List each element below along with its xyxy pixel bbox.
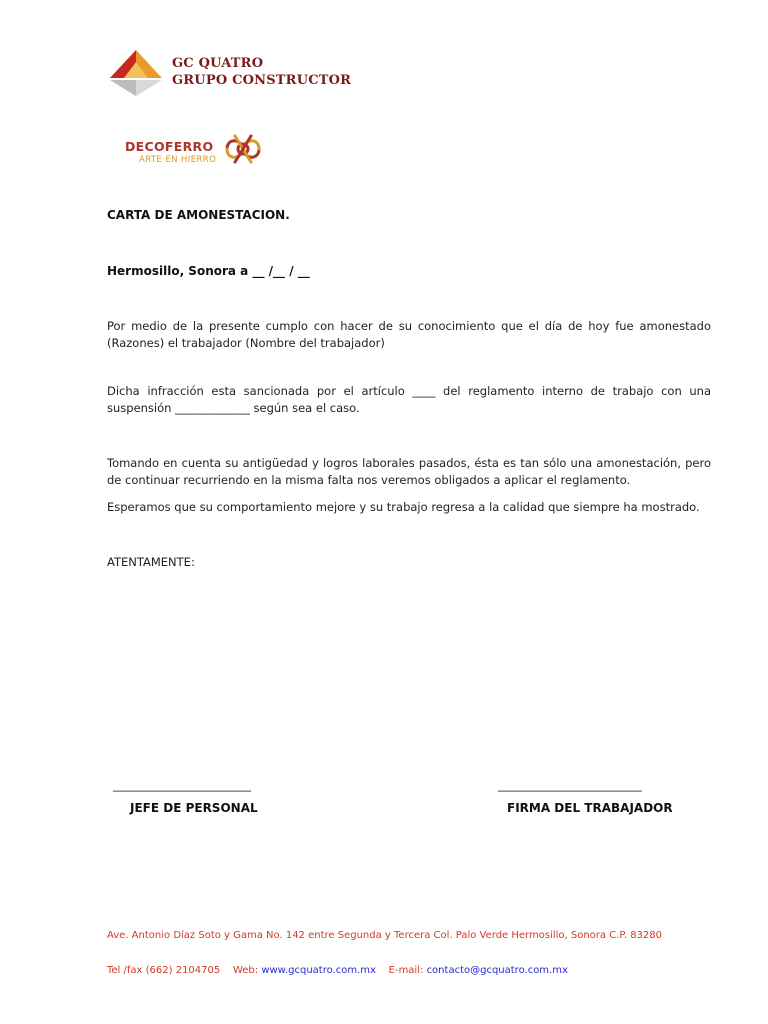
closing: ATENTAMENTE: xyxy=(107,555,195,569)
gc-logo-line2: GRUPO CONSTRUCTOR xyxy=(172,73,352,88)
paragraph-reason: Por medio de la presente cumplo con hacer de su conocimiento que el día de hoy fue amonestado (Razones) el trabajador (Nombre del trabajador) xyxy=(107,319,711,350)
decoferro-logo-tagline: ARTE EN HIERRO xyxy=(139,155,217,165)
knot-ornament-icon xyxy=(221,132,265,166)
footer-address: Ave. Antonio Díaz Soto y Gama No. 142 entre Segunda y Tercera Col. Palo Verde Hermosillo, Sonora C.P. 83280 xyxy=(107,930,663,941)
letter-title: CARTA DE AMONESTACION. xyxy=(107,208,290,222)
signature-line-right: _________________________ xyxy=(498,778,642,792)
date-line: Hermosillo, Sonora a __ /__ / __ xyxy=(107,264,310,278)
signature-line-left: ________________________ xyxy=(113,778,251,792)
footer-web-link[interactable]: www.gcquatro.com.mx xyxy=(261,965,376,976)
gc-quatro-logo xyxy=(108,48,352,100)
decoferro-logo-name: DECOFERRO xyxy=(125,139,214,154)
footer-contact xyxy=(107,964,667,977)
triangle-pyramid-icon xyxy=(108,48,164,98)
signature-label-left: JEFE DE PERSONAL xyxy=(130,801,258,815)
decoferro-logo xyxy=(125,132,275,168)
paragraph-expectation: Esperamos que su comportamiento mejore y su trabajo regresa a la calidad que siempre ha mostrado. xyxy=(107,500,700,514)
footer-web-label: Web: xyxy=(232,965,259,976)
footer-tel: Tel /fax (662) 2104705 xyxy=(107,965,221,976)
footer-email-label: E-mail: xyxy=(388,965,424,976)
signature-label-right: FIRMA DEL TRABAJADOR xyxy=(507,801,673,815)
gc-logo-line1: GC QUATRO xyxy=(172,56,264,71)
paragraph-warning: Tomando en cuenta su antigüedad y logros laborales pasados, ésta es tan sólo una amonestación, pero de continuar recurriendo en la misma falta nos veremos obligados a aplicar el reglamento. xyxy=(107,456,711,487)
paragraph-sanction: Dicha infracción esta sancionada por el artículo ____ del reglamento interno de trabajo con una suspensión _____________ según sea el caso. xyxy=(107,384,711,415)
footer-email-link[interactable]: contacto@gcquatro.com.mx xyxy=(426,965,568,976)
